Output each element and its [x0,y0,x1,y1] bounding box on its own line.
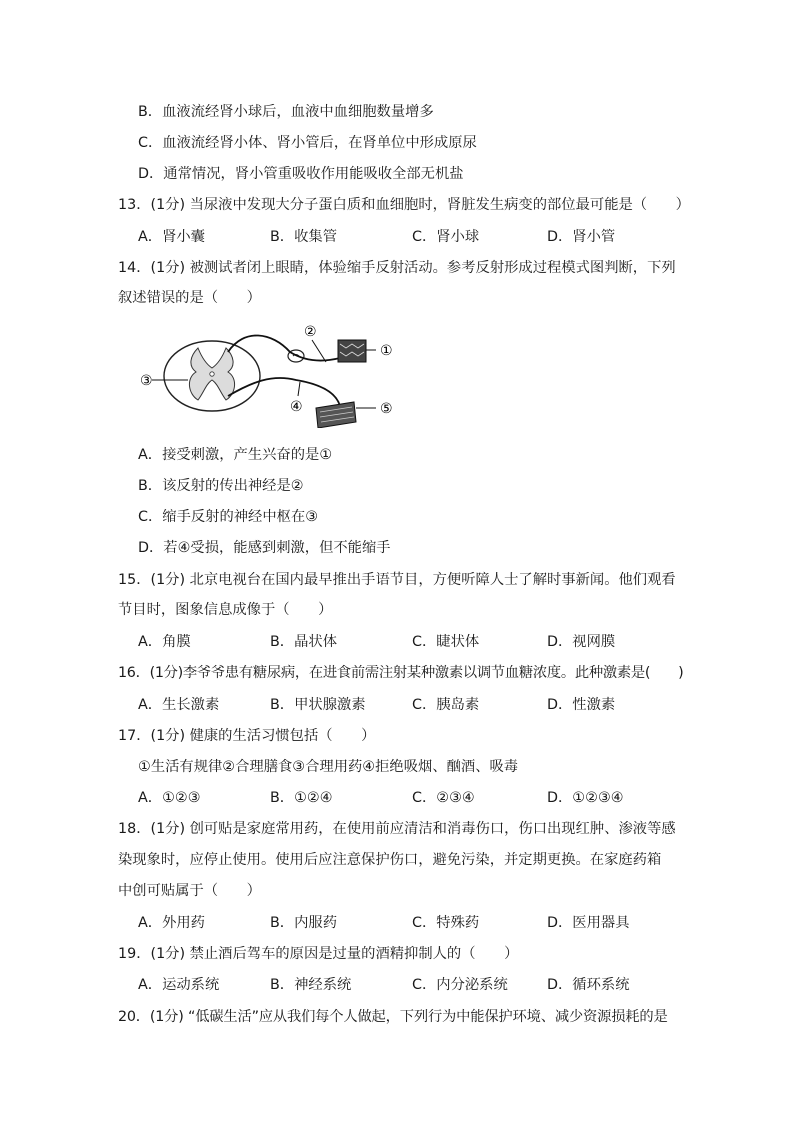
q20-stem: 20．(1分) “低碳生活”应从我们每个人做起，下列行为中能保护环境、减少资源损耗的是 [118,1009,668,1025]
effector-muscle [316,402,356,428]
q18-stem-line2: 染现象时，应停止使用。使用后应注意保护伤口，避免污染，并定期更换。在家庭药箱 [118,852,662,868]
q15-stem-line2: 节目时，图象信息成像于（ ） [118,602,333,618]
reflex-arc-diagram [140,318,400,428]
q14-option-d: D．若④受损，能感到刺激，但不能缩手 [138,540,391,556]
q15-option-b: B．晶状体 [270,634,337,650]
q14-option-a: A．接受刺激，产生兴奋的是① [138,447,333,463]
q13-option-c: C．肾小球 [412,229,480,245]
q16-stem: 16．(1分)李爷爷患有糖尿病，在进食前需注射某种激素以调节血糖浓度。此种激素是( ) [118,665,684,681]
q12-option-b: B．血液流经肾小球后，血液中血细胞数量增多 [138,104,434,120]
q14-stem-line2: 叙述错误的是（ ） [118,290,261,306]
q12-option-d: D．通常情况，肾小管重吸收作用能吸收全部无机盐 [138,166,464,182]
central-canal [210,372,214,376]
q18-option-a: A．外用药 [138,915,205,931]
q19-option-d: D．循环系统 [547,977,630,993]
q16-option-d: D．性激素 [547,697,616,713]
q13-option-a: A．肾小囊 [138,229,205,245]
q17-option-a: A．①②③ [138,790,201,806]
reflex-arc-svg [140,318,400,428]
q19-option-c: C．内分泌系统 [412,977,508,993]
q13-option-d: D．肾小管 [547,229,616,245]
label-1: ① [380,343,393,359]
q16-option-a: A．生长激素 [138,697,220,713]
q18-stem-line3: 中创可贴属于（ ） [118,883,261,899]
receptor-skin [338,340,366,362]
label-3: ③ [140,373,153,389]
q17-stem: 17．(1分) 健康的生活习惯包括（ ） [118,728,376,744]
q17-option-b: B．①②④ [270,790,333,806]
q17-option-d: D．①②③④ [547,790,624,806]
q12-option-c: C．血液流经肾小体、肾小管后，在肾单位中形成原尿 [138,135,477,151]
q18-option-d: D．医用器具 [547,915,630,931]
q15-option-c: C．睫状体 [412,634,480,650]
q13-stem: 13．(1分) 当尿液中发现大分子蛋白质和血细胞时，肾脏发生病变的部位最可能是（ ） [118,197,690,213]
q17-option-c: C．②③④ [412,790,475,806]
label-4: ④ [290,399,303,415]
q14-stem-line1: 14．(1分) 被测试者闭上眼睛，体验缩手反射活动。参考反射形成过程模式图判断，下列 [118,260,676,276]
q14-option-b: B．该反射的传出神经是② [138,478,304,494]
q13-option-b: B．收集管 [270,229,337,245]
q19-option-b: B．神经系统 [270,977,352,993]
q16-option-b: B．甲状腺激素 [270,697,366,713]
q15-option-d: D．视网膜 [547,634,616,650]
q15-stem-line1: 15．(1分) 北京电视台在国内最早推出手语节目，方便听障人士了解时事新闻。他们观看 [118,572,676,588]
label-5: ⑤ [380,401,393,417]
label-2: ② [304,324,317,340]
q18-option-b: B．内服药 [270,915,337,931]
q19-stem: 19．(1分) 禁止酒后驾车的原因是过量的酒精抑制人的（ ） [118,946,519,962]
q18-option-c: C．特殊药 [412,915,480,931]
q17-sub: ①生活有规律②合理膳食③合理用药④拒绝吸烟、酗酒、吸毒 [138,759,519,775]
q15-option-a: A．角膜 [138,634,191,650]
q16-option-c: C．胰岛素 [412,697,480,713]
q18-stem-line1: 18．(1分) 创可贴是家庭常用药，在使用前应清洁和消毒伤口，伤口出现红肿、渗液等感 [118,821,676,837]
q19-option-a: A．运动系统 [138,977,220,993]
q14-option-c: C．缩手反射的神经中枢在③ [138,509,319,525]
